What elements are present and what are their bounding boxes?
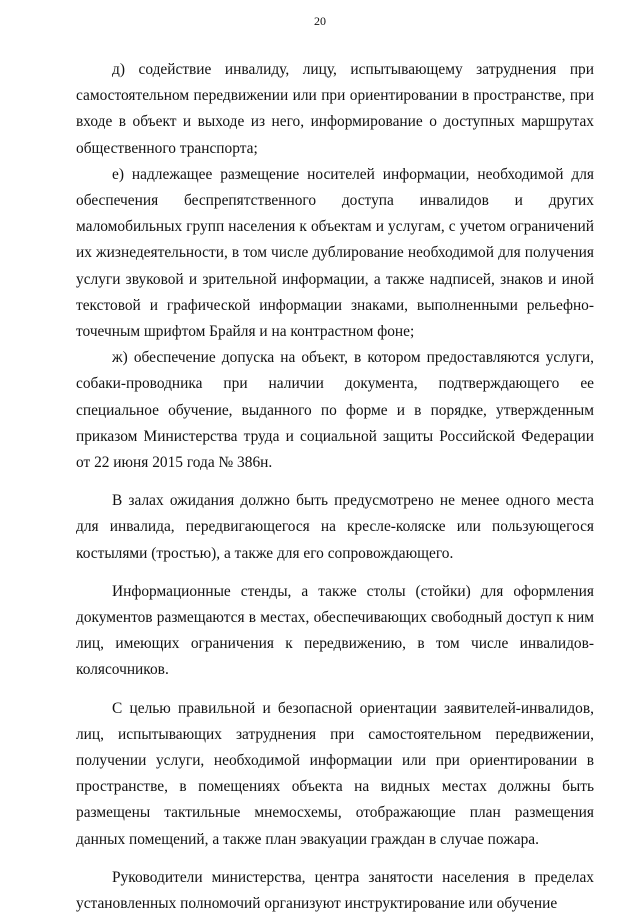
- paragraph-item-d: д) содействие инвалиду, лицу, испытывающему затруднения при самостоятельном передвижении или при ориентировании в пространстве, при входе в объект и выходе из него, информирование о доступных маршрутах общественного транспорта;: [76, 61, 594, 157]
- paragraph-item-zh: ж) обеспечение допуска на объект, в котором предоставляются услуги, собаки-проводника при наличии документа, подтверждающего ее специальное обучение, выданного по форме и в порядке, утвержденным приказом Министерства труда и социальной защиты Российской Федерации от 22 июня 2015 года № 386н.: [76, 349, 594, 472]
- paragraph-item-e: е) надлежащее размещение носителей информации, необходимой для обеспечения беспрепятственного доступа инвалидов и других маломобильных групп населения к объектам и услугам, с учетом ограничений их жизнедеятельности, в том числе дублирование необходимой для получения услуги звуковой и зрительной информации, а также надписей, знаков и иной текстовой и графической информации знаками, выполненными рельефно-точечным шрифтом Брайля и на контрастном фоне;: [76, 165, 594, 341]
- paragraph-managers: Руководители министерства, центра занятости населения в пределах установленных полномочий организуют инструктирование или обучение: [76, 868, 594, 913]
- page-number: 20: [314, 14, 326, 28]
- paragraph-orientation: С целью правильной и безопасной ориентации заявителей-инвалидов, лиц, испытывающих затруднения при самостоятельном передвижении, получении услуги, необходимой информации или при ориентировании в пространстве, в помещениях объекта на видных местах должны быть размещены тактильные мнемосхемы, отображающие план размещения данных помещений, а также план эвакуации граждан в случае пожара.: [76, 699, 594, 848]
- document-body: [76, 57, 594, 917]
- paragraph-waiting-halls: В залах ожидания должно быть предусмотрено не менее одного места для инвалида, передвигающегося на кресле-коляске или пользующегося костылями (тростью), а также для его сопровождающего.: [76, 492, 594, 562]
- paragraph-info-stands: Информационные стенды, а также столы (стойки) для оформления документов размещаются в местах, обеспечивающих свободный доступ к ним лиц, имеющих ограничения к передвижению, в том числе инвалидов-колясочников.: [76, 582, 594, 679]
